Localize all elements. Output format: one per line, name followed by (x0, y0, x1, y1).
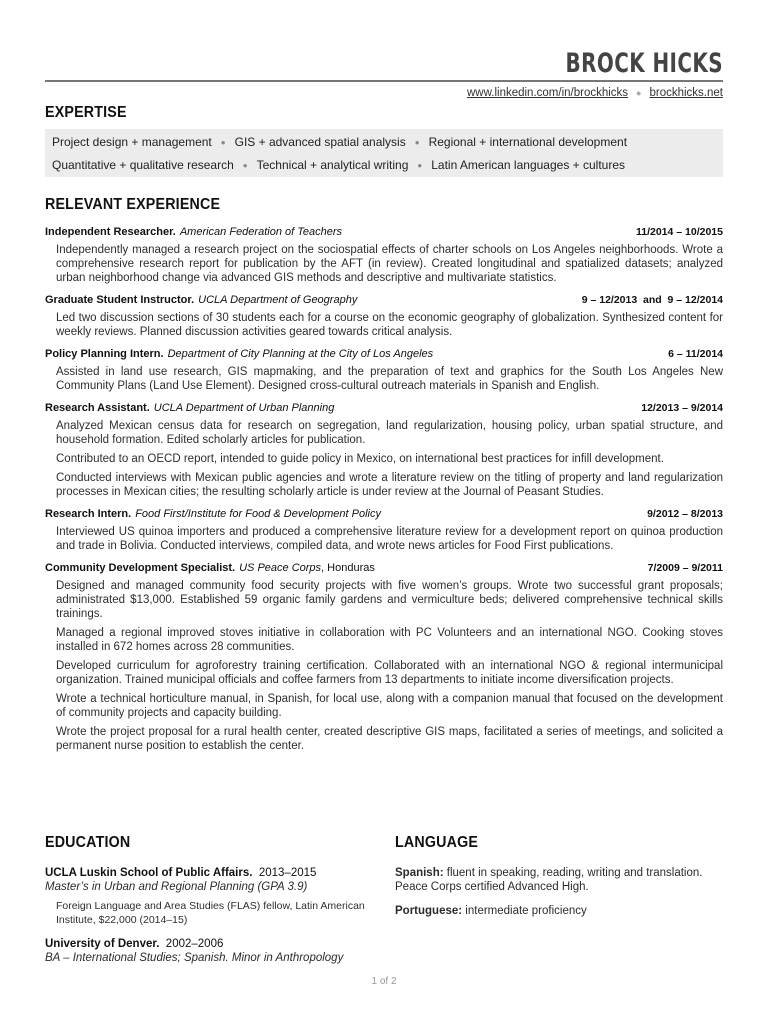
language-entry (395, 866, 723, 894)
candidate-name: BROCK HICKS (565, 48, 723, 79)
school-years: 2002–2006 (165, 938, 224, 950)
job-date: 9 – 12/2013 and 9 – 12/2014 (581, 293, 723, 306)
language-entry (395, 904, 723, 918)
school-years: 2013–2015 (258, 867, 317, 879)
expertise-box (45, 129, 723, 177)
experience-heading: RELEVANT EXPERIENCE (45, 196, 221, 213)
job-title: Graduate Student Instructor. (45, 293, 195, 306)
language-level: fluent in speaking, reading, writing and translation. Peace Corps certified Advanced High. (395, 867, 703, 893)
contact-links (467, 87, 723, 99)
linkedin-link[interactable]: www.linkedin.com/in/brockhicks (466, 87, 629, 99)
job-entry (45, 506, 723, 553)
education-entry (45, 866, 365, 880)
degree: Master’s in Urban and Regional Planning (GPA 3.9) (45, 881, 308, 893)
job-description: Developed curriculum for agroforestry training certification. Collaborated with an international NGO & regional intermunicipal organization. Trained municipal officials and coffee farmers from 13 departments to initiate income diversification projects. (56, 660, 723, 686)
page-number: 1 of 2 (371, 976, 397, 987)
job-org: UCLA Department of Geography (198, 293, 358, 306)
job-description: Analyzed Mexican census data for research on segregation, land regularization, housing policy, urban spatial structure, and household formation. Edited scholarly articles for publication. (56, 420, 723, 446)
language-section (395, 834, 723, 918)
job-org: US Peace Corps (239, 561, 322, 574)
expertise-row-2 (52, 158, 625, 172)
job-description: Wrote a technical horticulture manual, in Spanish, for local use, along with a companion manual that focused on the development of community projects and capacity building. (56, 693, 723, 719)
language-name: Spanish: (395, 867, 444, 879)
job-description: Conducted interviews with Mexican public agencies and wrote a literature review on the titling of property and land regularization processes in Mexican cities; the resulting scholarly article is under review at the Journal of Peasant Studies. (56, 472, 723, 498)
expertise-item: GIS + advanced spatial analysis (234, 135, 406, 149)
job-description: Independently managed a research project on the sociospatial effects of charter schools on Los Angeles neighborhoods. Wrote a comprehensive research report for publication by the AFT (in review). Created longitudinal and spatialized datasets; analyzed urban neighborhood change via advanced GIS methods and descriptive and multivariate statistics. (56, 244, 723, 284)
job-title: Policy Planning Intern. (45, 347, 164, 360)
job-date: 7/2009 – 9/2011 (647, 561, 723, 574)
bullet-icon: ● (414, 137, 420, 147)
job-entry (45, 292, 723, 339)
education-heading: EDUCATION (45, 834, 131, 851)
job-description: Assisted in land use research, GIS mapmaking, and the preparation of text and graphics for the South Los Angeles New Community Plans (Land Use Element). Designed cross-cultural outreach materials in Spanish and English. (56, 366, 723, 392)
separator-dot-icon: ● (636, 88, 642, 98)
job-entry (45, 224, 723, 285)
job-org: Department of City Planning at the City of Los Angeles (167, 347, 434, 360)
expertise-item: Quantitative + qualitative research (52, 158, 234, 172)
job-date: 12/2013 – 9/2014 (641, 401, 723, 414)
website-link[interactable]: brockhicks.net (649, 87, 723, 99)
job-description: Interviewed US quinoa importers and produced a comprehensive literature review for a development report on quinoa production and trade in Bolivia. Conducted interviews, compiled data, and wrote news articles for Food First publications. (56, 526, 723, 552)
job-entry (45, 400, 723, 499)
job-description: Contributed to an OECD report, intended to guide policy in Mexico, on international best practices for infill development. (56, 453, 664, 465)
job-date: 6 – 11/2014 (668, 347, 723, 360)
job-title: Community Development Specialist. (45, 561, 236, 574)
degree: BA – International Studies; Spanish. Minor in Anthropology (45, 952, 344, 964)
education-entry (45, 937, 365, 951)
job-title: Independent Researcher. (45, 225, 176, 238)
job-description: Managed a regional improved stoves initiative in collaboration with PC Volunteers and an international NGO. Cooking stoves installed in 672 homes across 28 communities. (56, 627, 723, 653)
job-date: 9/2012 – 8/2013 (647, 507, 723, 520)
header-rule (45, 80, 723, 82)
bullet-icon: ● (242, 160, 248, 170)
job-org: UCLA Department of Urban Planning (153, 401, 335, 414)
expertise-item: Latin American languages + cultures (431, 158, 626, 172)
fellowship-note: Foreign Language and Area Studies (FLAS) fellow, Latin American Institute, $22,000 (2014–15) (56, 900, 365, 926)
language-name: Portuguese: (395, 905, 463, 917)
job-date: 11/2014 – 10/2015 (635, 225, 723, 238)
bullet-icon: ● (417, 160, 423, 170)
language-level: intermediate proficiency (465, 905, 587, 917)
job-location: , Honduras (321, 561, 375, 574)
job-title: Research Intern. (45, 507, 132, 520)
job-org: American Federation of Teachers (179, 225, 343, 238)
job-description: Wrote the project proposal for a rural health center, created descriptive GIS maps, facilitated a series of meetings, and solicited a permanent nurse position to establish the center. (56, 726, 723, 752)
expertise-heading: EXPERTISE (45, 104, 127, 121)
school-name: University of Denver. (45, 938, 160, 950)
job-title: Research Assistant. (45, 401, 150, 414)
expertise-item: Technical + analytical writing (256, 158, 409, 172)
job-org: Food First/Institute for Food & Development Policy (135, 507, 381, 520)
education-section (45, 834, 365, 965)
job-entry (45, 346, 723, 393)
bullet-icon: ● (220, 137, 226, 147)
job-entry (45, 560, 723, 753)
school-name: UCLA Luskin School of Public Affairs. (45, 867, 253, 879)
expertise-item: Project design + management (52, 135, 212, 149)
job-description: Designed and managed community food security projects with five women’s groups. Wrote two successful grant proposals; administrated $13,000. Established 59 organic family gardens and vermiculture beds; delivered comprehensive technical skills trainings. (56, 580, 723, 620)
job-list (45, 224, 723, 760)
language-heading: LANGUAGE (395, 834, 479, 851)
expertise-item: Regional + international development (428, 135, 628, 149)
expertise-row-1 (52, 135, 627, 149)
job-description: Led two discussion sections of 30 students each for a course on the economic geography of globalization. Synthesized content for weekly reviews. Planned discussion activities geared towards critical analysis. (56, 312, 723, 338)
